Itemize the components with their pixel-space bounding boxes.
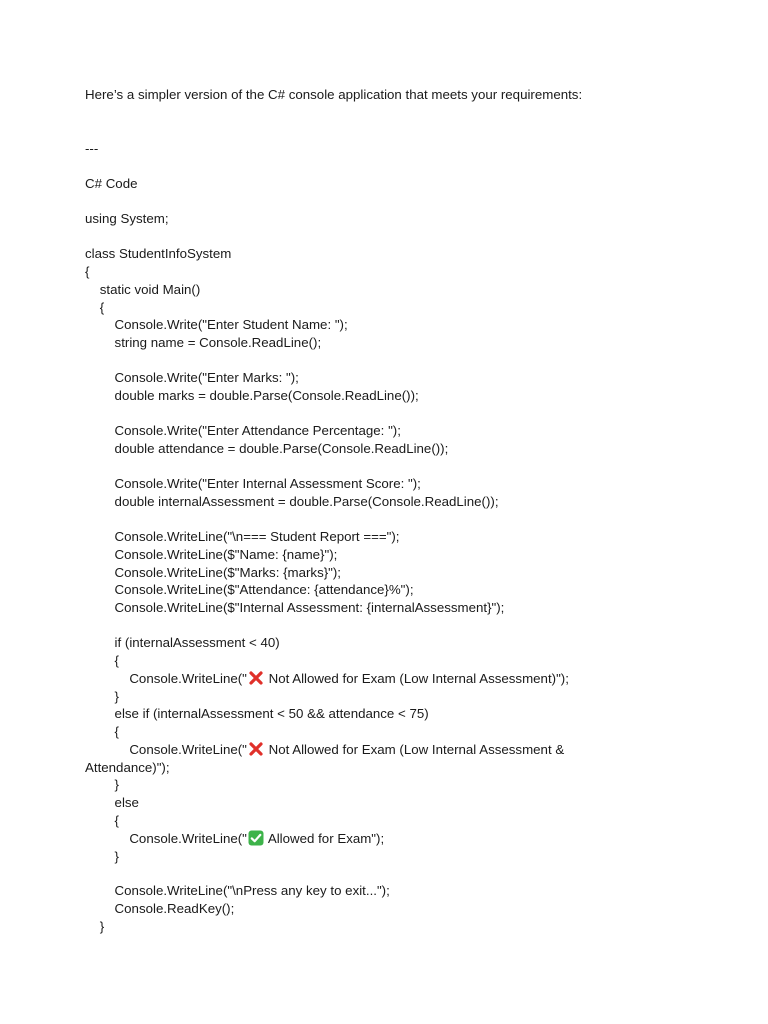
code-line: Console.Write("Enter Internal Assessment Score: "); — [85, 476, 421, 491]
code-line: } — [85, 777, 119, 792]
code-line-else-body — [85, 830, 384, 848]
code-line: Console.WriteLine("\nPress any key to exit..."); — [85, 883, 390, 898]
code-line: } — [85, 689, 119, 704]
code-line: Console.WriteLine($"Internal Assessment: {internalAssessment}"); — [85, 600, 505, 615]
code-line-open-class: { — [85, 264, 90, 279]
code-heading: C# Code — [85, 176, 138, 191]
check-mark-icon — [248, 830, 264, 846]
code-text: Allowed for Exam"); — [264, 831, 385, 846]
code-line: { — [85, 724, 119, 739]
code-line-main: static void Main() — [85, 282, 201, 297]
code-line: Console.Write("Enter Attendance Percentage: "); — [85, 423, 401, 438]
code-line-open-main: { — [85, 300, 105, 315]
code-text: Not Allowed for Exam (Low Internal Assessment)"); — [264, 671, 569, 686]
code-text: Console.WriteLine(" — [85, 831, 247, 846]
code-line-else-if-body — [85, 741, 564, 759]
code-line-wrap: Attendance)"); — [85, 760, 170, 775]
cross-mark-icon — [248, 670, 264, 686]
code-line: Console.Write("Enter Marks: "); — [85, 370, 299, 385]
code-line-if-body — [85, 670, 569, 688]
code-line: double attendance = double.Parse(Console.ReadLine()); — [85, 441, 449, 456]
code-text: Console.WriteLine(" — [85, 671, 247, 686]
code-text: Console.WriteLine(" — [85, 742, 247, 757]
separator: --- — [85, 141, 99, 156]
code-line: } — [85, 849, 119, 864]
code-line-class: class StudentInfoSystem — [85, 246, 232, 261]
code-text: Not Allowed for Exam (Low Internal Assessment & — [264, 742, 565, 757]
code-line: Console.ReadKey(); — [85, 901, 235, 916]
code-line: { — [85, 653, 119, 668]
code-line: string name = Console.ReadLine(); — [85, 335, 322, 350]
code-line: Console.WriteLine($"Name: {name}"); — [85, 547, 338, 562]
code-line-using: using System; — [85, 211, 169, 226]
code-line-if: if (internalAssessment < 40) — [85, 635, 280, 650]
cross-mark-icon — [248, 741, 264, 757]
code-line: { — [85, 813, 119, 828]
code-line-close-main: } — [85, 919, 105, 934]
code-line: double internalAssessment = double.Parse(Console.ReadLine()); — [85, 494, 499, 509]
code-line-else-if: else if (internalAssessment < 50 && attendance < 75) — [85, 706, 429, 721]
code-line: double marks = double.Parse(Console.ReadLine()); — [85, 388, 419, 403]
intro-text: Here’s a simpler version of the C# console application that meets your requirements: — [85, 87, 583, 102]
code-line: Console.WriteLine($"Marks: {marks}"); — [85, 565, 342, 580]
code-line: Console.WriteLine($"Attendance: {attendance}%"); — [85, 582, 414, 597]
code-line: Console.WriteLine("\n=== Student Report ==="); — [85, 529, 400, 544]
code-line-else: else — [85, 795, 139, 810]
code-line: Console.Write("Enter Student Name: "); — [85, 317, 348, 332]
